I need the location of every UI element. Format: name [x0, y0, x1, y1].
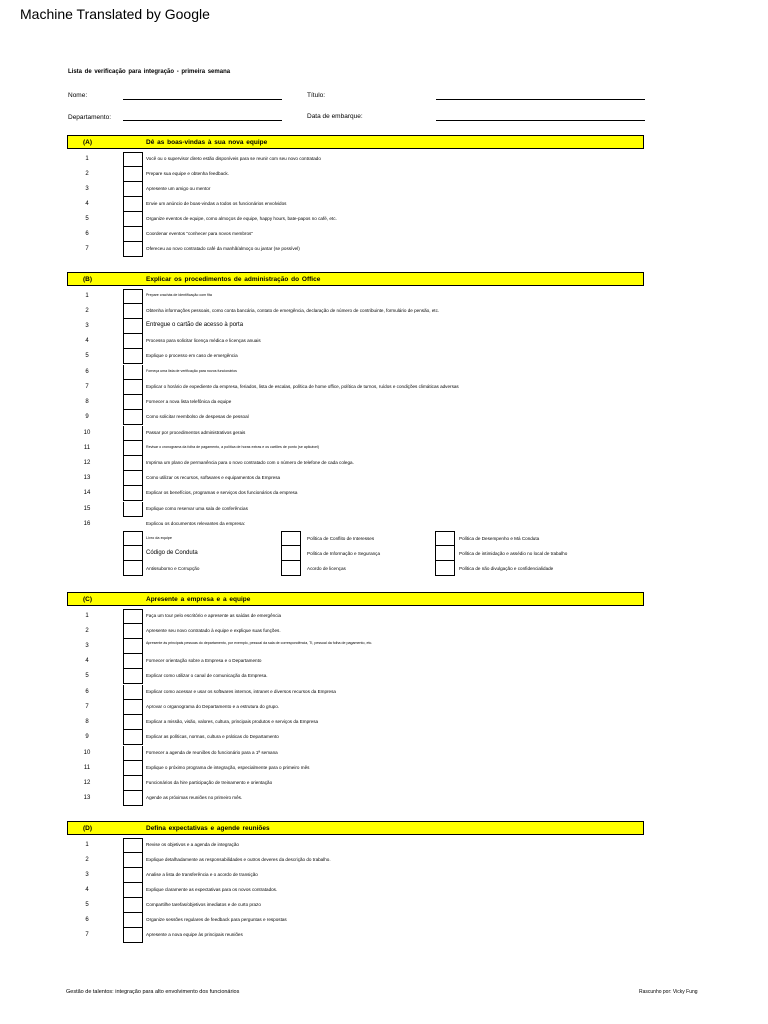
- item-text: Forneça uma lista de verificação para novos funcionários: [146, 369, 237, 373]
- item-checkbox[interactable]: [123, 502, 143, 517]
- item-text: Como solicitar reembolso de despesas de pessoal: [146, 414, 249, 419]
- item-checkbox[interactable]: [123, 152, 143, 167]
- item-text: Analise a lista de transferência e o acordo de transição: [146, 872, 258, 877]
- policy-label: Antissuborno e Corrupção: [146, 566, 200, 571]
- item-text: Apresente um amigo ou mentor: [146, 186, 211, 191]
- item-checkbox[interactable]: [123, 334, 143, 349]
- policy-checkbox[interactable]: [123, 561, 143, 576]
- item-checkbox[interactable]: [123, 456, 143, 471]
- list-item: 1 Você ou o supervisor direto estão disponíveis para se reunir com seu novo contratado: [67, 152, 644, 167]
- item-checkbox[interactable]: [123, 471, 143, 486]
- list-item: 4 Explique claramente as expectativas para os novos contratados.: [67, 883, 644, 898]
- list-item: 7 Explicar o horário de expediente da empresa, feriados, lista de escalas, política de home office, política de turnos, ruídos e condições climáticas adversas: [67, 380, 644, 395]
- item-checkbox[interactable]: [123, 913, 143, 928]
- list-item: 6 Organize sessões regulares de feedback para perguntas e respostas: [67, 913, 644, 928]
- item-checkbox[interactable]: [123, 791, 143, 806]
- item-checkbox[interactable]: [123, 838, 143, 853]
- policy-label: Política de Desempenho e Má Conduta: [459, 536, 540, 541]
- item-checkbox[interactable]: [123, 624, 143, 639]
- list-item: 5 Compartilhe tarefas/objetivos imediatos e de curto prazo: [67, 898, 644, 913]
- item-text: Explique o processo em caso de emergência: [146, 353, 238, 358]
- item-checkbox[interactable]: [123, 639, 143, 654]
- list-item: 13 Agende as próximas reuniões no primeiro mês.: [67, 791, 644, 806]
- policy-checkbox[interactable]: [435, 546, 455, 561]
- item-checkbox[interactable]: [123, 304, 143, 319]
- item-checkbox[interactable]: [123, 776, 143, 791]
- policy-checkbox[interactable]: [281, 546, 301, 561]
- item-checkbox[interactable]: [123, 365, 143, 380]
- item-text: Explique detalhadamente as responsabilidades e outros deveres da descrição do trabalho.: [146, 857, 331, 862]
- section-b-header: [67, 272, 644, 286]
- list-item: 4 Fornecer orientação sobre a Empresa e o Departamento: [67, 654, 644, 669]
- list-item: 11 Explique o próximo programa de integração, especialmente para o primeiro mês: [67, 761, 644, 776]
- list-item: 8 Explicar a missão, visão, valores, cultura, principais produtos e serviços da Empresa: [67, 715, 644, 730]
- list-item: 4 Envie um anúncio de boas-vindas a todos os funcionários envolvidos: [67, 197, 644, 212]
- footer-left: Gestão de talentos: integração para alto envolvimento dos funcionários: [66, 989, 240, 995]
- policy-label: Política de intimidação e assédio no local de trabalho: [459, 551, 568, 556]
- item-checkbox[interactable]: [123, 928, 143, 943]
- item-text: Fornecer a nova lista telefônica da equipe: [146, 399, 232, 404]
- list-item: 7 Aprovar o organograma do Departamento e a estrutura do grupo.: [67, 700, 644, 715]
- item-text: Coordenar eventos "conhecer para novos membros": [146, 231, 253, 236]
- policy-row: [67, 546, 644, 561]
- item-text: Como utilizar os recursos, softwares e equipamentos da Empresa: [146, 475, 281, 480]
- section-c-header: [67, 592, 644, 606]
- list-item: 6 Coordenar eventos "conhecer para novos membros": [67, 227, 644, 242]
- item-checkbox[interactable]: [123, 898, 143, 913]
- item-checkbox[interactable]: [123, 227, 143, 242]
- list-item: 2 Explique detalhadamente as responsabilidades e outros deveres da descrição do trabalho.: [67, 853, 644, 868]
- item-checkbox[interactable]: [123, 441, 143, 456]
- item-checkbox[interactable]: [123, 167, 143, 182]
- item-text: Explicar os benefícios, programas e serviços dos funcionários da empresa: [146, 490, 298, 495]
- list-item: 5 Organize eventos de equipe, como almoços de equipe, happy hours, bate-papos no café, etc.: [67, 212, 644, 227]
- item-text: Funcionários da hire participação de treinamento e orientação: [146, 780, 273, 785]
- policy-checkbox[interactable]: [435, 561, 455, 576]
- list-item: 11 Revisar o cronograma da folha de pagamento, a política de horas extras e os cartões de ponto (se aplicável): [67, 441, 644, 456]
- policy-checkbox[interactable]: [123, 531, 143, 546]
- item-text: Aprovar o organograma do Departamento e a estrutura do grupo.: [146, 704, 280, 709]
- item-text: Envie um anúncio de boas-vindas a todos os funcionários envolvidos: [146, 201, 287, 206]
- titulo-label: Título:: [307, 92, 326, 99]
- item-checkbox[interactable]: [123, 715, 143, 730]
- item-text: Fornecer orientação sobre a Empresa e o Departamento: [146, 658, 262, 663]
- item-checkbox[interactable]: [123, 349, 143, 364]
- item-text: Compartilhe tarefas/objetivos imediatos e de curto prazo: [146, 902, 261, 907]
- section-title: Dê as boas-vindas à sua nova equipe: [146, 139, 268, 146]
- item-checkbox[interactable]: [123, 868, 143, 883]
- item-text: Organize sessões regulares de feedback para perguntas e respostas: [146, 917, 287, 922]
- list-item: 12 Imprima um plano de permanência para o novo contratado com o número de telefone de cada colega.: [67, 456, 644, 471]
- item-text: Revisar o cronograma da folha de pagamento, a política de horas extras e os cartões de ponto (se aplicável): [146, 445, 319, 449]
- list-item: 9 Explicar as políticas, normas, cultura e práticas do Departamento: [67, 730, 644, 745]
- list-item: 3 Apresente às principais pessoas do departamento, por exemplo, pessoal da sala de correspondência, TI, pessoal da folha de pagamento, etc.: [67, 639, 644, 654]
- list-item: 5 Explicar como utilizar o canal de comunicação da Empresa.: [67, 669, 644, 684]
- list-item: 7 Apresente a nova equipe às principais reuniões: [67, 928, 644, 943]
- item-text: Apresente seu novo contratado à equipe e explique suas funções.: [146, 628, 281, 633]
- item-text: Passar por procedimentos administrativos gerais: [146, 430, 246, 435]
- item-checkbox[interactable]: [123, 685, 143, 700]
- list-item: 2 Obtenha informações pessoais, como conta bancária, contato de emergência, declaração de número de contribuinte, formulário de pensão, etc.: [67, 304, 644, 319]
- item-text: Apresente a nova equipe às principais reuniões: [146, 932, 243, 937]
- item-checkbox[interactable]: [123, 486, 143, 501]
- data-embarque-label: Data de embarque:: [307, 113, 363, 120]
- list-item: 14 Explicar os benefícios, programas e serviços dos funcionários da empresa: [67, 486, 644, 501]
- list-item: 2 Apresente seu novo contratado à equipe e explique suas funções.: [67, 624, 644, 639]
- item-text: Explique o próximo programa de integração, especialmente para o primeiro mês: [146, 765, 310, 770]
- item-text: Imprima um plano de permanência para o novo contratado com o número de telefone de cada colega.: [146, 460, 354, 465]
- item-text: Prepare sua equipe e obtenha feedback.: [146, 171, 230, 176]
- list-item: 10 Passar por procedimentos administrativos gerais: [67, 426, 644, 441]
- item-text: Agende as próximas reuniões no primeiro mês.: [146, 795, 243, 800]
- list-item: 3 Analise a lista de transferência e o acordo de transição: [67, 868, 644, 883]
- list-item: 7 Ofereceu ao novo contratado café da manhã/almoço ou jantar (se possível): [67, 242, 644, 257]
- policy-label: Código de Conduta: [146, 550, 198, 556]
- item-text: Explicou os documentos relevantes da empresa:: [146, 521, 246, 526]
- section-code: (C): [83, 596, 93, 603]
- item-text: Revise os objetivos e a agenda de integração: [146, 842, 239, 847]
- list-item: 6 Explicar como acessar e usar os softwares internos, intranet e diversos recursos da Empresa: [67, 685, 644, 700]
- item-checkbox[interactable]: [123, 182, 143, 197]
- section-code: (A): [83, 139, 93, 146]
- item-checkbox[interactable]: [123, 319, 143, 334]
- list-item: 5 Explique o processo em caso de emergência: [67, 349, 644, 364]
- list-item: 15 Explique como reservar uma sala de conferências: [67, 502, 644, 517]
- item-text: Você ou o supervisor direto estão disponíveis para se reunir com seu novo contratado: [146, 156, 321, 161]
- item-checkbox[interactable]: [123, 289, 143, 304]
- item-text: Explique claramente as expectativas para os novos contratados.: [146, 887, 278, 892]
- item-checkbox[interactable]: [123, 700, 143, 715]
- list-item: 13 Como utilizar os recursos, softwares e equipamentos da Empresa: [67, 471, 644, 486]
- section-code: (B): [83, 276, 93, 283]
- list-item: 3 Apresente um amigo ou mentor: [67, 182, 644, 197]
- item-checkbox[interactable]: [123, 380, 143, 395]
- item-checkbox[interactable]: [123, 609, 143, 624]
- list-item: 1 Prepare crachás de identificação com fita: [67, 289, 644, 304]
- departamento-field[interactable]: [123, 120, 282, 121]
- section-a-header: [67, 135, 644, 149]
- item-checkbox[interactable]: [123, 426, 143, 441]
- list-item: 1 Faça um tour pelo escritório e apresente as saídas de emergência: [67, 609, 644, 624]
- section-code: (D): [83, 825, 93, 832]
- item-text: Obtenha informações pessoais, como conta bancária, contato de emergência, declaração de número de contribuinte, formulário de pensão, etc.: [146, 308, 440, 313]
- footer-right: Rascunho por: Vicky Fung: [639, 989, 698, 995]
- item-checkbox[interactable]: [123, 853, 143, 868]
- policy-checkbox[interactable]: [281, 561, 301, 576]
- item-checkbox[interactable]: [123, 197, 143, 212]
- list-item: 3 Entregue o cartão de acesso à porta: [67, 319, 644, 334]
- item-checkbox[interactable]: [123, 654, 143, 669]
- list-item: 4 Processo para solicitar licença médica e licenças anuais: [67, 334, 644, 349]
- list-item: 16 Explicou os documentos relevantes da empresa:: [83, 521, 246, 527]
- item-checkbox[interactable]: [123, 410, 143, 425]
- item-text: Prepare crachás de identificação com fita: [146, 293, 212, 297]
- item-text: Fornecer a agenda de reuniões do funcionário para a 1ª semana: [146, 750, 278, 755]
- nome-field[interactable]: [123, 99, 282, 100]
- departamento-label: Departamento:: [68, 114, 111, 121]
- nome-label: Nome:: [68, 92, 88, 99]
- item-checkbox[interactable]: [123, 212, 143, 227]
- item-text: Organize eventos de equipe, como almoços de equipe, happy hours, bate-papos no café, etc.: [146, 216, 337, 221]
- section-title: Apresente a empresa e a equipe: [146, 596, 251, 603]
- policy-label: Livro da equipe: [146, 536, 172, 540]
- item-text: Explicar como utilizar o canal de comunicação da Empresa.: [146, 673, 268, 678]
- item-text: Explicar como acessar e usar os softwares internos, intranet e diversos recursos da Empresa: [146, 689, 336, 694]
- item-checkbox[interactable]: [123, 883, 143, 898]
- item-text: Explicar a missão, visão, valores, cultura, principais produtos e serviços da Empresa: [146, 719, 319, 724]
- translation-banner: Machine Translated by Google: [20, 6, 210, 22]
- section-d-header: [67, 821, 644, 835]
- item-checkbox[interactable]: [123, 395, 143, 410]
- item-text: Explicar as políticas, normas, cultura e práticas do Departamento: [146, 734, 279, 739]
- item-text: Explicar o horário de expediente da empresa, feriados, lista de escalas, política de home office, política de turnos, ruídos e condições climáticas adversas: [146, 384, 459, 389]
- policy-row: [67, 531, 644, 546]
- list-item: 2 Prepare sua equipe e obtenha feedback.: [67, 167, 644, 182]
- policy-label: Acordo de licenças: [307, 566, 346, 571]
- item-text: Explique como reservar uma sala de conferências: [146, 506, 248, 511]
- section-title: Explicar os procedimentos de administração do Office: [146, 276, 321, 283]
- item-checkbox[interactable]: [123, 746, 143, 761]
- item-text: Faça um tour pelo escritório e apresente as saídas de emergência: [146, 613, 282, 618]
- policy-checkbox[interactable]: [281, 531, 301, 546]
- section-title: Defina expectativas e agende reuniões: [146, 825, 270, 832]
- list-item: 8 Fornecer a nova lista telefônica da equipe: [67, 395, 644, 410]
- item-checkbox[interactable]: [123, 730, 143, 745]
- list-item: 1 Revise os objetivos e a agenda de integração: [67, 838, 644, 853]
- policy-label: Política de Informação e Segurança: [307, 551, 381, 556]
- list-item: 6 Forneça uma lista de verificação para novos funcionários: [67, 365, 644, 380]
- list-item: 9 Como solicitar reembolso de despesas de pessoal: [67, 410, 644, 425]
- titulo-field[interactable]: [436, 99, 645, 100]
- document-title: Lista de verificação para integração - primeira semana: [68, 69, 231, 75]
- item-checkbox[interactable]: [123, 669, 143, 684]
- item-checkbox[interactable]: [123, 761, 143, 776]
- policy-checkbox[interactable]: [435, 531, 455, 546]
- list-item: 10 Fornecer a agenda de reuniões do funcionário para a 1ª semana: [67, 746, 644, 761]
- data-embarque-field[interactable]: [436, 120, 645, 121]
- policy-label: Política de Conflito de Interesses: [307, 536, 375, 541]
- item-text: Ofereceu ao novo contratado café da manhã/almoço ou jantar (se possível): [146, 246, 300, 251]
- item-checkbox[interactable]: [123, 242, 143, 257]
- item-text: Entregue o cartão de acesso à porta: [146, 322, 244, 328]
- item-text: Processo para solicitar licença médica e licenças anuais: [146, 338, 261, 343]
- policy-row: [67, 561, 644, 576]
- list-item: 12 Funcionários da hire participação de treinamento e orientação: [67, 776, 644, 791]
- policy-checkbox[interactable]: [123, 546, 143, 561]
- item-text: Apresente às principais pessoas do departamento, por exemplo, pessoal da sala de correspondência, TI, pessoal da folha de pagamento, etc.: [146, 641, 373, 645]
- policy-label: Política de não divulgação e confidencialidade: [459, 566, 554, 571]
